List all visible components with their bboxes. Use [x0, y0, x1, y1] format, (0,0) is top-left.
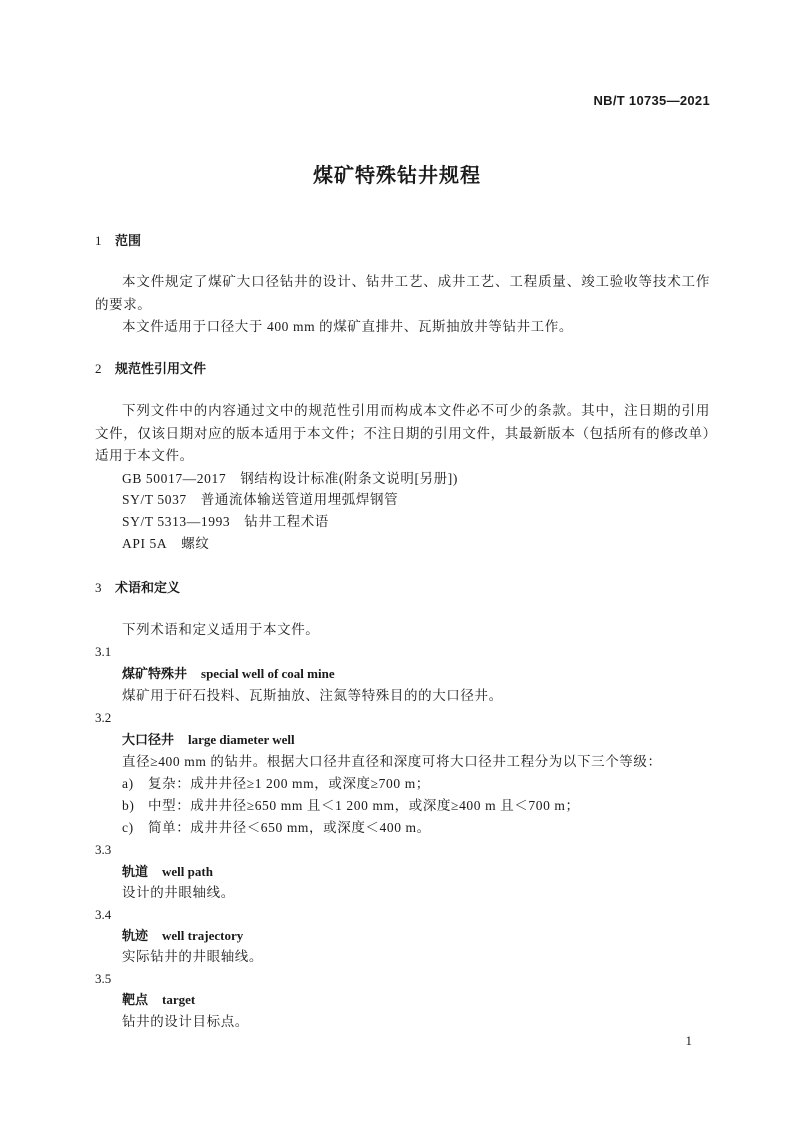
- references-intro-paragraph: 下列文件中的内容通过文中的规范性引用而构成本文件必不可少的条款。其中，注日期的引用文件，仅该日期对应的版本适用于本文件；不注日期的引用文件，其最新版本（包括所有的修改单）适用于本文件。: [95, 403, 710, 463]
- grade-list-item: [122, 817, 431, 839]
- document-code: NB/T 10735—2021: [593, 93, 710, 108]
- reference-code: API 5A: [122, 536, 168, 551]
- section-heading-scope: [95, 230, 141, 253]
- reference-name: 普通流体输送管道用埋弧焊钢管: [200, 492, 399, 507]
- term-entry: [122, 729, 295, 752]
- scope-paragraph: 本文件规定了煤矿大口径钻井的设计、钻井工艺、成井工艺、工程质量、竣工验收等技术工作的要求。: [95, 274, 710, 312]
- reference-item: [122, 533, 209, 555]
- clause-number: 3.2: [95, 710, 112, 725]
- term-english: well path: [162, 864, 213, 879]
- list-text: 中型：成井井径≥650 mm 且＜1 200 mm，或深度≥400 m 且＜700 m；: [148, 798, 580, 813]
- list-text: 复杂：成井井径≥1 200 mm，或深度≥700 m；: [148, 776, 430, 791]
- reference-name: 钢结构设计标准(附条文说明[另册]): [240, 471, 458, 486]
- clause-number: 3.5: [95, 971, 112, 986]
- page-number: 1: [685, 1033, 692, 1048]
- term-entry: [122, 925, 243, 948]
- section-title: 术语和定义: [115, 581, 181, 596]
- term-english: target: [162, 992, 196, 1007]
- reference-name: 钻井工程术语: [244, 514, 329, 529]
- term-chinese: 煤矿特殊井: [122, 667, 188, 682]
- term-english: large diameter well: [188, 732, 295, 747]
- section-title: 范围: [115, 234, 142, 249]
- term-chinese: 轨迹: [122, 929, 149, 944]
- term-chinese: 大口径井: [122, 733, 175, 748]
- list-label: c): [122, 820, 134, 835]
- terms-intro-paragraph: 下列术语和定义适用于本文件。: [122, 622, 320, 637]
- section-number: 2: [95, 361, 102, 376]
- clause-number: 3.1: [95, 644, 112, 659]
- term-english: special well of coal mine: [201, 666, 335, 681]
- term-definition: 钻井的设计目标点。: [122, 1014, 249, 1029]
- list-label: a): [122, 776, 134, 791]
- section-number: 1: [95, 233, 102, 248]
- applicability-paragraph: 本文件适用于口径大于 400 mm 的煤矿直排井、瓦斯抽放井等钻井工作。: [122, 319, 573, 334]
- term-definition: 实际钻井的井眼轴线。: [122, 949, 263, 964]
- reference-item: [122, 468, 458, 490]
- list-label: b): [122, 798, 135, 813]
- term-chinese: 轨道: [122, 865, 149, 880]
- term-english: well trajectory: [162, 928, 244, 943]
- term-definition: 煤矿用于矸石投料、瓦斯抽放、注氮等特殊目的的大口径井。: [122, 688, 503, 703]
- reference-code: SY/T 5313—1993: [122, 514, 231, 529]
- reference-name: 螺纹: [181, 536, 210, 551]
- section-heading-terms-definitions: [95, 577, 180, 600]
- term-definition: 设计的井眼轴线。: [122, 885, 235, 900]
- section-heading-normative-references: [95, 358, 206, 381]
- term-chinese: 靶点: [122, 993, 149, 1008]
- list-text: 简单：成井井径＜650 mm，或深度＜400 m。: [148, 820, 431, 835]
- section-number: 3: [95, 580, 102, 595]
- clause-number: 3.3: [95, 842, 112, 857]
- reference-item: [122, 511, 329, 533]
- grade-list-item: [122, 773, 430, 795]
- term-entry: [122, 989, 195, 1012]
- reference-code: SY/T 5037: [122, 492, 187, 507]
- document-title: 煤矿特殊钻井规程: [313, 163, 481, 187]
- term-entry: [122, 861, 213, 884]
- term-definition: 直径≥400 mm 的钻井。根据大口径井直径和深度可将大口径井工程分为以下三个等级：: [122, 754, 662, 769]
- grade-list-item: [122, 795, 580, 817]
- section-title: 规范性引用文件: [115, 362, 207, 377]
- clause-number: 3.4: [95, 907, 112, 922]
- reference-code: GB 50017—2017: [122, 471, 227, 486]
- term-entry: [122, 663, 335, 686]
- reference-item: [122, 489, 398, 511]
